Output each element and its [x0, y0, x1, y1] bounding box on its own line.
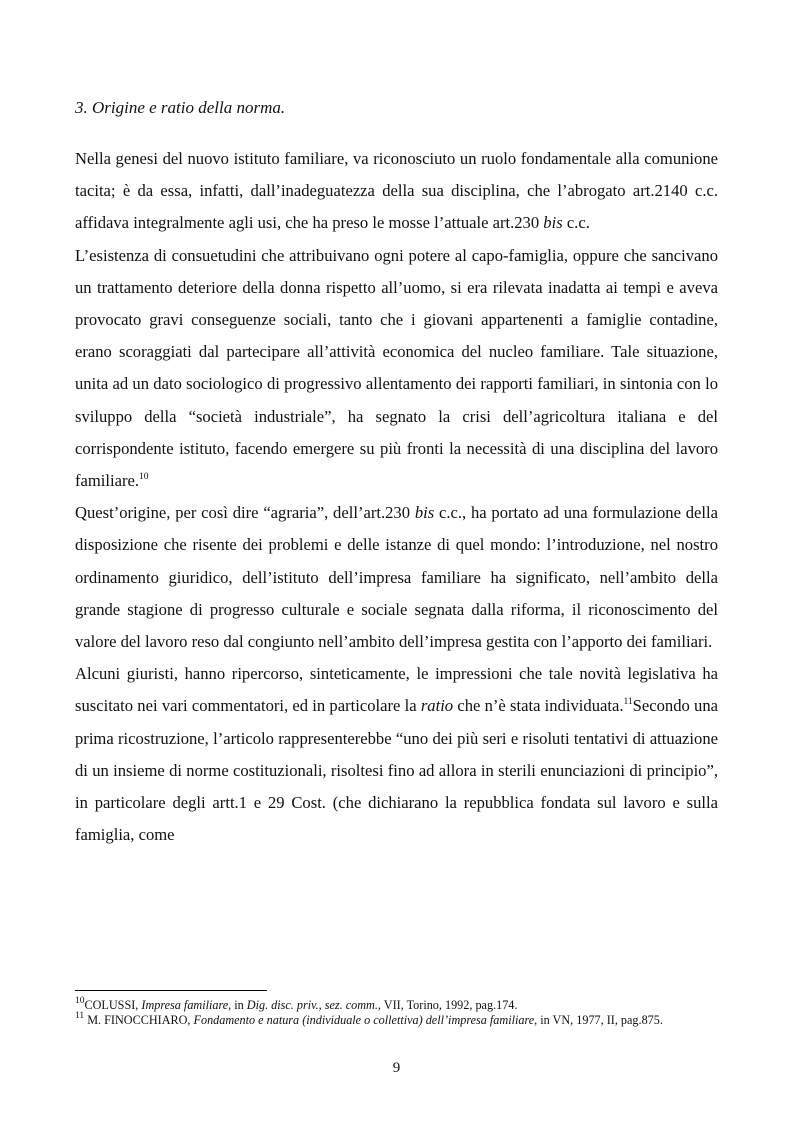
footnote-text: , in VN, 1977, II, pag.875. — [534, 1013, 663, 1027]
paragraph-text: Quest’origine, per così dire “agraria”, dell’art.230 — [75, 503, 415, 523]
footnote-separator — [75, 990, 267, 991]
paragraph-text: Alcuni giuristi, hanno ripercorso, sinteticamente, le impressioni che tale novità legislativa ha suscitato nei vari commentatori, ed in particolare la — [75, 664, 718, 716]
paragraph-text: Nella genesi del nuovo istituto familiare, va riconosciuto un ruolo fondamentale alla comunione tacita; è da essa, infatti, dall’inadeguatezza della sua disciplina, che l’abrogato art.2140 c.c. affidava integralmente agli usi, che ha preso le mosse l’attuale art.230 — [75, 149, 718, 233]
footnote-ref-11[interactable]: 11 — [623, 696, 633, 707]
body-text — [75, 143, 718, 851]
paragraph-text: Secondo una prima ricostruzione, l’articolo rappresenterebbe “uno dei più seri e risoluti tentativi di attuazione di un insieme di norme costituzionali, risoltesi fino ad allora in sterili enunciazioni di principio”, in particolare degli artt.1 e 29 Cost. (che dichiarano la repubblica fondata sul lavoro e sulla famiglia, come — [75, 696, 718, 845]
footnotes — [75, 995, 718, 1028]
footnote-text: , VII, Torino, 1992, pag.174. — [377, 998, 518, 1012]
paragraph-4 — [75, 658, 718, 851]
italic-term: bis — [543, 213, 563, 233]
footnote-source: Dig. disc. priv., sez. comm. — [246, 998, 378, 1012]
paragraph-2 — [75, 240, 718, 498]
paragraph-1 — [75, 143, 718, 240]
paragraph-3 — [75, 497, 718, 658]
section-heading: 3. Origine e ratio della norma. — [75, 98, 286, 117]
footnote-title: Fondamento e natura (individuale o collettiva) dell’impresa familiare — [193, 1013, 535, 1027]
footnote-number: 10 — [75, 995, 85, 1006]
paragraph-text: c.c., ha portato ad una formulazione della disposizione che risente dei problemi e delle istanze di quel mondo: l’introduzione, nel nostro ordinamento giuridico, dell’istituto dell’impresa familiare ha significato, nell’ambito della grande stagione di progresso culturale e sociale segnata dalla riforma, il riconoscimento del valore del lavoro reso dal congiunto nell’ambito dell’impresa gestita con l’apporto dei familiari. — [75, 503, 718, 652]
footnote-number: 11 — [75, 1010, 85, 1021]
italic-term: ratio — [420, 696, 454, 716]
document-page — [75, 0, 718, 1123]
page-number: 9 — [392, 1060, 401, 1076]
footnote-text: COLUSSI, — [84, 998, 142, 1012]
paragraph-text: che n’è stata individuata. — [453, 696, 624, 716]
footnote-text: M. FINOCCHIARO, — [84, 1013, 194, 1027]
italic-term: bis — [414, 503, 435, 523]
footnote-ref-10[interactable]: 10 — [139, 471, 149, 482]
footnote-10 — [75, 995, 718, 1013]
footnote-text: , in — [228, 998, 247, 1012]
paragraph-text: L’esistenza di consuetudini che attribuivano ogni potere al capo-famiglia, oppure che sancivano un trattamento deteriore della donna rispetto all’uomo, si era rilevata inadatta ai tempi e aveva provocato gravi conseguenze sociali, tanto che i giovani appartenenti a famiglie contadine, erano scoraggiati dal partecipare all’attività economica del nucleo familiare. Tale situazione, unita ad un dato sociologico di progressivo allentamento dei rapporti familiari, in sintonia con lo sviluppo della “società industriale”, ha segnato la crisi dell’agricoltura italiana e del corrispondente istituto, facendo emergere su più fronti la necessità di una disciplina del lavoro familiare. — [75, 245, 718, 491]
footnote-11 — [75, 1010, 718, 1028]
paragraph-text: c.c. — [562, 213, 590, 233]
footnote-title: Impresa familiare — [141, 998, 229, 1012]
